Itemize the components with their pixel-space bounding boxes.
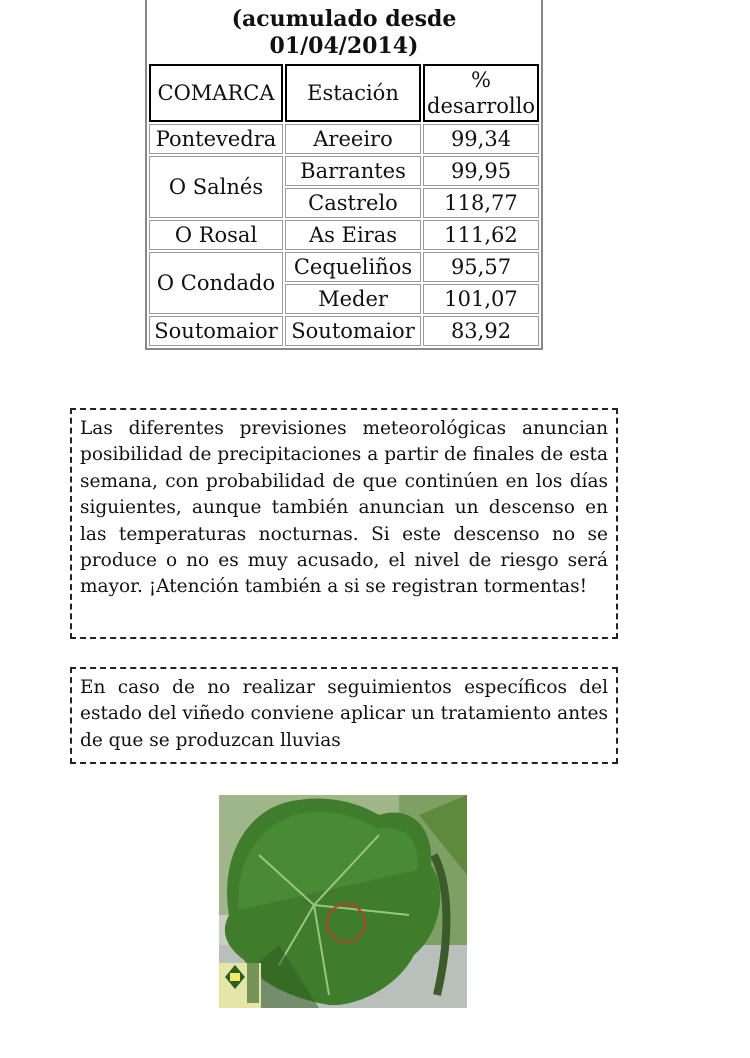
table-row [149,316,539,346]
table-row [149,124,539,154]
cell-comarca: O Condado [149,252,283,314]
cell-valor: 111,62 [423,220,539,250]
cell-valor: 95,57 [423,252,539,282]
vine-leaf-image [219,795,467,1008]
cell-estacion: Castrelo [285,188,421,218]
logo-badge [219,963,261,1008]
cell-comarca: Soutomaior [149,316,283,346]
table-row [149,220,539,250]
header-percent-line2: desarrollo [427,94,535,118]
cell-estacion: Barrantes [285,156,421,186]
cell-valor: 118,77 [423,188,539,218]
cell-estacion: As Eiras [285,220,421,250]
table-row [149,156,539,186]
treatment-notice: En caso de no realizar seguimientos específicos del estado del viñedo conviene aplicar un tratamiento antes de que se produzcan lluvias [70,667,618,764]
vine-leaf-photo [219,795,467,1008]
cell-comarca: O Rosal [149,220,283,250]
cell-comarca: O Salnés [149,156,283,218]
cell-valor: 101,07 [423,284,539,314]
table-title-line1: (acumulado desde [231,6,457,32]
cell-estacion: Soutomaior [285,316,421,346]
cell-valor: 99,34 [423,124,539,154]
table-title [149,2,539,62]
header-percent-line1: % [471,68,491,92]
table-title-line2: 01/04/2014) [269,33,419,59]
cell-estacion: Cequeliños [285,252,421,282]
weather-notice: Las diferentes previsiones meteorológicas anuncian posibilidad de precipitaciones a partir de finales de esta semana, con probabilidad de que continúen en los días siguientes, aunque también anuncian un descenso en las temperaturas nocturnas. Si este descenso no se produce o no es muy acusado, el nivel de riesgo será mayor. ¡Atención también a si se registran tormentas! [70,408,618,639]
table-row [149,252,539,282]
cell-comarca: Pontevedra [149,124,283,154]
header-estacion: Estación [285,64,421,122]
table-header-row [149,64,539,122]
header-comarca: COMARCA [149,64,283,122]
cell-estacion: Meder [285,284,421,314]
header-percent [423,64,539,122]
cell-estacion: Areeiro [285,124,421,154]
cell-valor: 83,92 [423,316,539,346]
development-table [145,0,543,350]
cell-valor: 99,95 [423,156,539,186]
